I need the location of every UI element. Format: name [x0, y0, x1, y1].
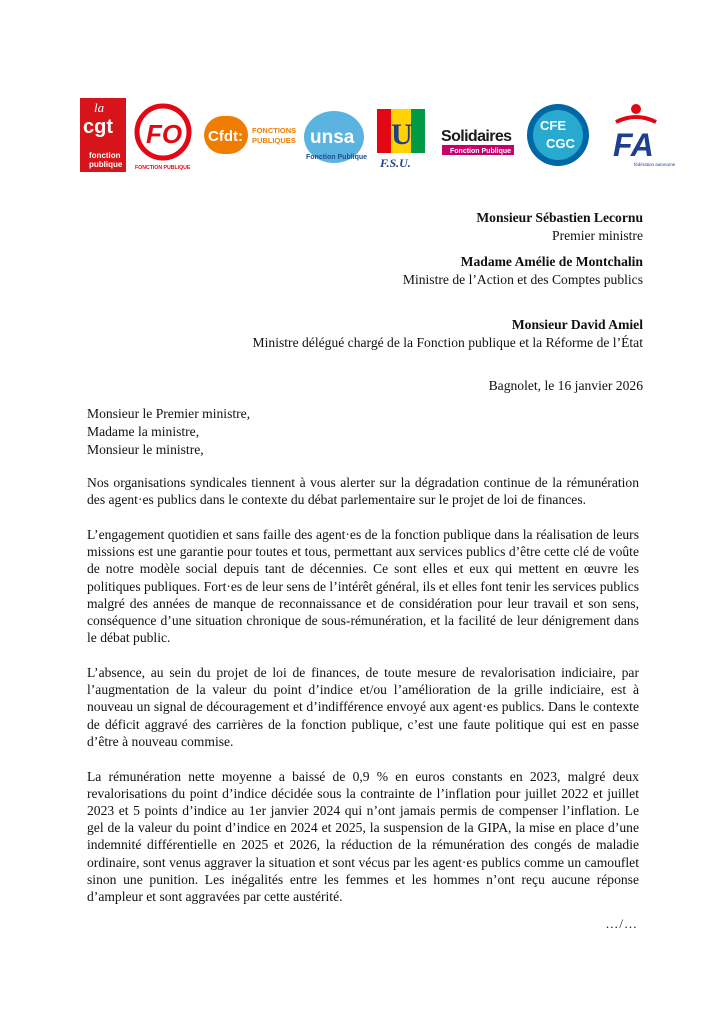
cgt-logo-top: la	[94, 100, 105, 115]
solidaires-logo-sub: Fonction Publique	[450, 148, 512, 155]
solidaires-logo-main: Solidaires	[441, 128, 512, 145]
fa-logo-main: FA	[613, 127, 654, 163]
recipient-name: Monsieur Sébastien Lecornu	[476, 210, 643, 225]
cfdt-logo	[204, 114, 297, 158]
place-date-line: Bagnolet, le 16 janvier 2026	[488, 378, 643, 393]
solidaires-logo	[440, 124, 516, 160]
cfe-cgc-logo-main2: CGC	[546, 136, 575, 151]
recipient-block-minister-action	[403, 253, 643, 289]
salutation-block	[87, 405, 250, 459]
fa-logo	[610, 100, 676, 170]
unsa-logo-sub: Fonction Publique	[306, 154, 368, 161]
salutation-line: Monsieur le Premier ministre,	[87, 406, 251, 421]
unsa-logo	[302, 110, 366, 166]
fo-logo-sub: FONCTION PUBLIQUE	[135, 165, 191, 171]
cfe-cgc-logo	[526, 102, 590, 168]
cgt-logo-sub1: fonction	[89, 151, 121, 160]
cgt-logo-sub2: publique	[89, 160, 123, 169]
recipient-name: Madame Amélie de Montchalin	[460, 254, 643, 269]
salutation-line: Monsieur le ministre,	[87, 442, 204, 457]
cfe-cgc-logo-main1: CFE	[540, 118, 566, 133]
recipient-role: Premier ministre	[552, 228, 643, 243]
cgt-logo-main: cgt	[83, 116, 113, 138]
recipient-block-prime-minister	[476, 209, 643, 245]
unsa-logo-main: unsa	[310, 127, 355, 148]
cfdt-logo-sub2: PUBLIQUES	[252, 136, 296, 145]
letter-body	[87, 474, 639, 923]
cfdt-logo-sub1: FONCTIONS	[252, 126, 297, 135]
body-paragraph: L’engagement quotidien et sans faille des agent·es de la fonction publique dans la réalisation de leurs missions est une garantie pour toutes et tous, permettant aux services publics d’être cette clé de voûte de notre modèle social depuis tant de décennies. Ce sont elles et eux qui mettent en œuvre les politiques publiques. Fort·es de leur sens de l’intérêt général, ils et elles font tenir les services publics malgré des années de manque de reconnaissance et de considération pour leur travail et son sens, conséquence d’une situation chronique de sous-rémunération, et la facilité de leur dénigrement dans le débat public.	[87, 527, 639, 646]
body-paragraph: La rémunération nette moyenne a baissé de 0,9 % en euros constants en 2023, malgré deux revalorisations du point d’indice décidée sous la contrainte de l’inflation pour juillet 2022 et juillet 2023 et 5 points d’indice au 1er janvier 2024 qui n’ont jamais permis de compenser l’inflation. Le gel de la valeur du point d’indice en 2024 et 2025, la suspension de la GIPA, la mise en place d’une indemnité différentielle en 2025 et 2026, la réduction de la rémunération des congés de maladie ordinaire, sont venus aggraver la situation et sont vécus par les agent·es publics comme un camouflet sinon une punition. Les inégalités entre les femmes et les hommes n’ont reçu aucune réponse d’ampleur et sont aggravées par cette austérité.	[87, 768, 639, 905]
fo-logo	[134, 104, 194, 172]
union-logos-band	[80, 98, 676, 174]
recipient-block-minister-delegate	[253, 316, 643, 352]
fsu-logo-main: U	[391, 118, 413, 151]
recipient-role: Ministre de l’Action et des Comptes publics	[402, 272, 643, 287]
continuation-mark: …/…	[605, 916, 638, 931]
fsu-logo-sub: F.S.U.	[380, 156, 411, 170]
body-paragraph: Nos organisations syndicales tiennent à vous alerter sur la dégradation continue de la rémunération des agent·es publics dans le contexte du débat parlementaire sur le projet de loi de finances.	[87, 475, 639, 508]
fa-logo-sub: fédération autonome	[634, 162, 676, 167]
salutation-line: Madame la ministre,	[87, 424, 200, 439]
recipient-name: Monsieur David Amiel	[511, 317, 643, 332]
fsu-logo	[376, 108, 428, 170]
cfdt-logo-main: Cfdt:	[208, 128, 243, 145]
fo-logo-main: FO	[146, 119, 183, 149]
body-paragraph: L’absence, au sein du projet de loi de finances, de toute mesure de revalorisation indiciaire, par l’augmentation de la valeur du point d’indice et/ou l’amélioration de la grille indiciaire, est à nouveau un signal de découragement et d’indifférence envoyé aux agent·es publics. Dans le contexte de déficit aggravé des carrières de la fonction publique, c’est une faute politique qui est en passe d’être à nouveau commise.	[87, 665, 639, 749]
recipient-role: Ministre délégué chargé de la Fonction publique et la Réforme de l’État	[252, 335, 643, 350]
cgt-logo	[80, 98, 126, 172]
